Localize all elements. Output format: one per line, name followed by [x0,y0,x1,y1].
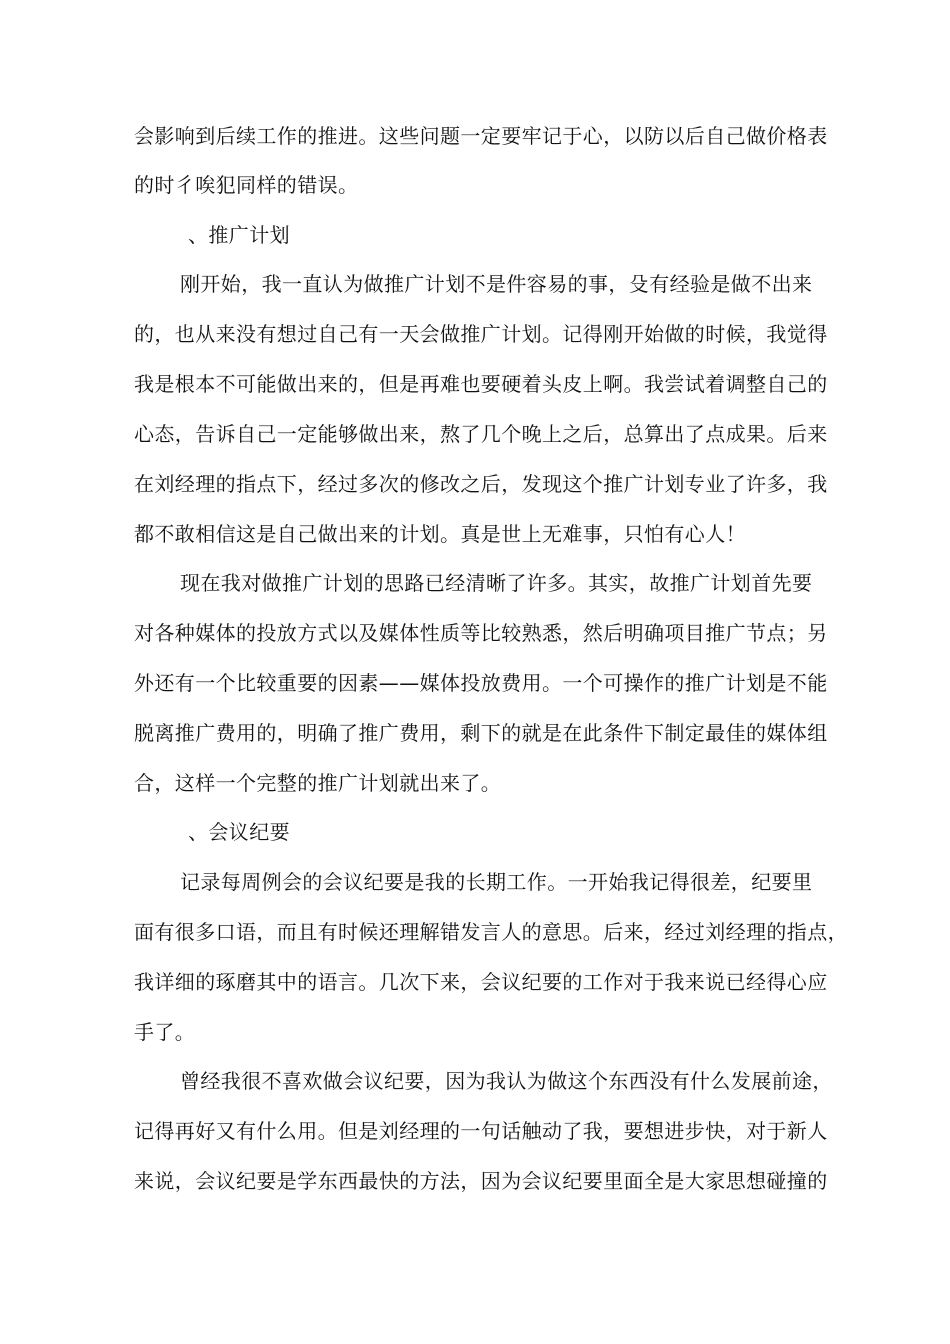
paragraph-line: 刚开始，我一直认为做推广计划不是件容易的事，殳有经验是做不出来 [180,272,813,296]
paragraph-line: 的时彳唉犯同样的错误。 [134,173,359,197]
paragraph-line: 会影响到后续工作的推进。这些问题一定要牢记于心，以防以后自己做价格表 [134,124,828,148]
paragraph-line: 在刘经理的指点下，经过多次的修改之后，发现这个推广计划专业了许多，我 [134,472,828,496]
paragraph-line: 现在我对做推广计划的思路已经清晰了许多。其实，故推广计划首先要 [180,571,813,595]
paragraph-line: 来说，会议纪要是学东西最快的方法，因为会议纪要里面全是大家思想碰撞的 [134,1169,828,1193]
paragraph-line: 都不敢相信这是自己做出来的计划。真是世上无难事，只怕有心人！ [134,522,746,546]
paragraph-line: 合，这样一个完整的推广计划就出来了。 [134,771,502,795]
paragraph-line: 心态，告诉自己一定能够做出来，熬了几个晚上之后，总算出了点成果。后来 [134,422,828,446]
paragraph-line: 曾经我很不喜欢做会议纪要，因为我认为做这个东西没有什么发展前途， [180,1069,833,1093]
paragraph-line: 记得再好又有什么用。但是刘经理的一句话触动了我，要想进步快，对于新人 [134,1119,828,1143]
paragraph-line: 脱离推广费用的，明确了推广费用，剩下的就是在此条件下制定最佳的媒体组 [134,721,828,745]
paragraph-line: 手了。 [134,1020,196,1044]
paragraph-line: 面有很多口语，而且有时候还理解错发言人的意思。后来，经过刘经理的指点， [134,920,848,944]
paragraph-line: 我详细的琢磨其中的语言。几次下来，会议纪要的工作对于我来说已经得心应 [134,970,828,994]
paragraph-line: 对各种媒体的投放方式以及媒体性质等比较熟悉，然后明确项目推广节点；另 [134,621,828,645]
paragraph-line: 记录每周例会的会议纪要是我的长期工作。一开始我记得很差，纪要里 [180,870,813,894]
paragraph-line: 外还有一个比较重要的因素——媒体投放费用。一个可操作的推广计划是不能 [134,671,828,695]
paragraph-line: 的，也从来没有想过自己有一天会做推广计划。记得刚开始做的时候，我觉得 [134,322,828,346]
section-heading-promotion-plan: 、推广计划 [188,223,290,247]
paragraph-line: 我是根本不可能做出来的，但是再难也要硬着头皮上啊。我尝试着调整自己的 [134,372,828,396]
section-heading-meeting-minutes: 、会议纪要 [188,820,290,844]
